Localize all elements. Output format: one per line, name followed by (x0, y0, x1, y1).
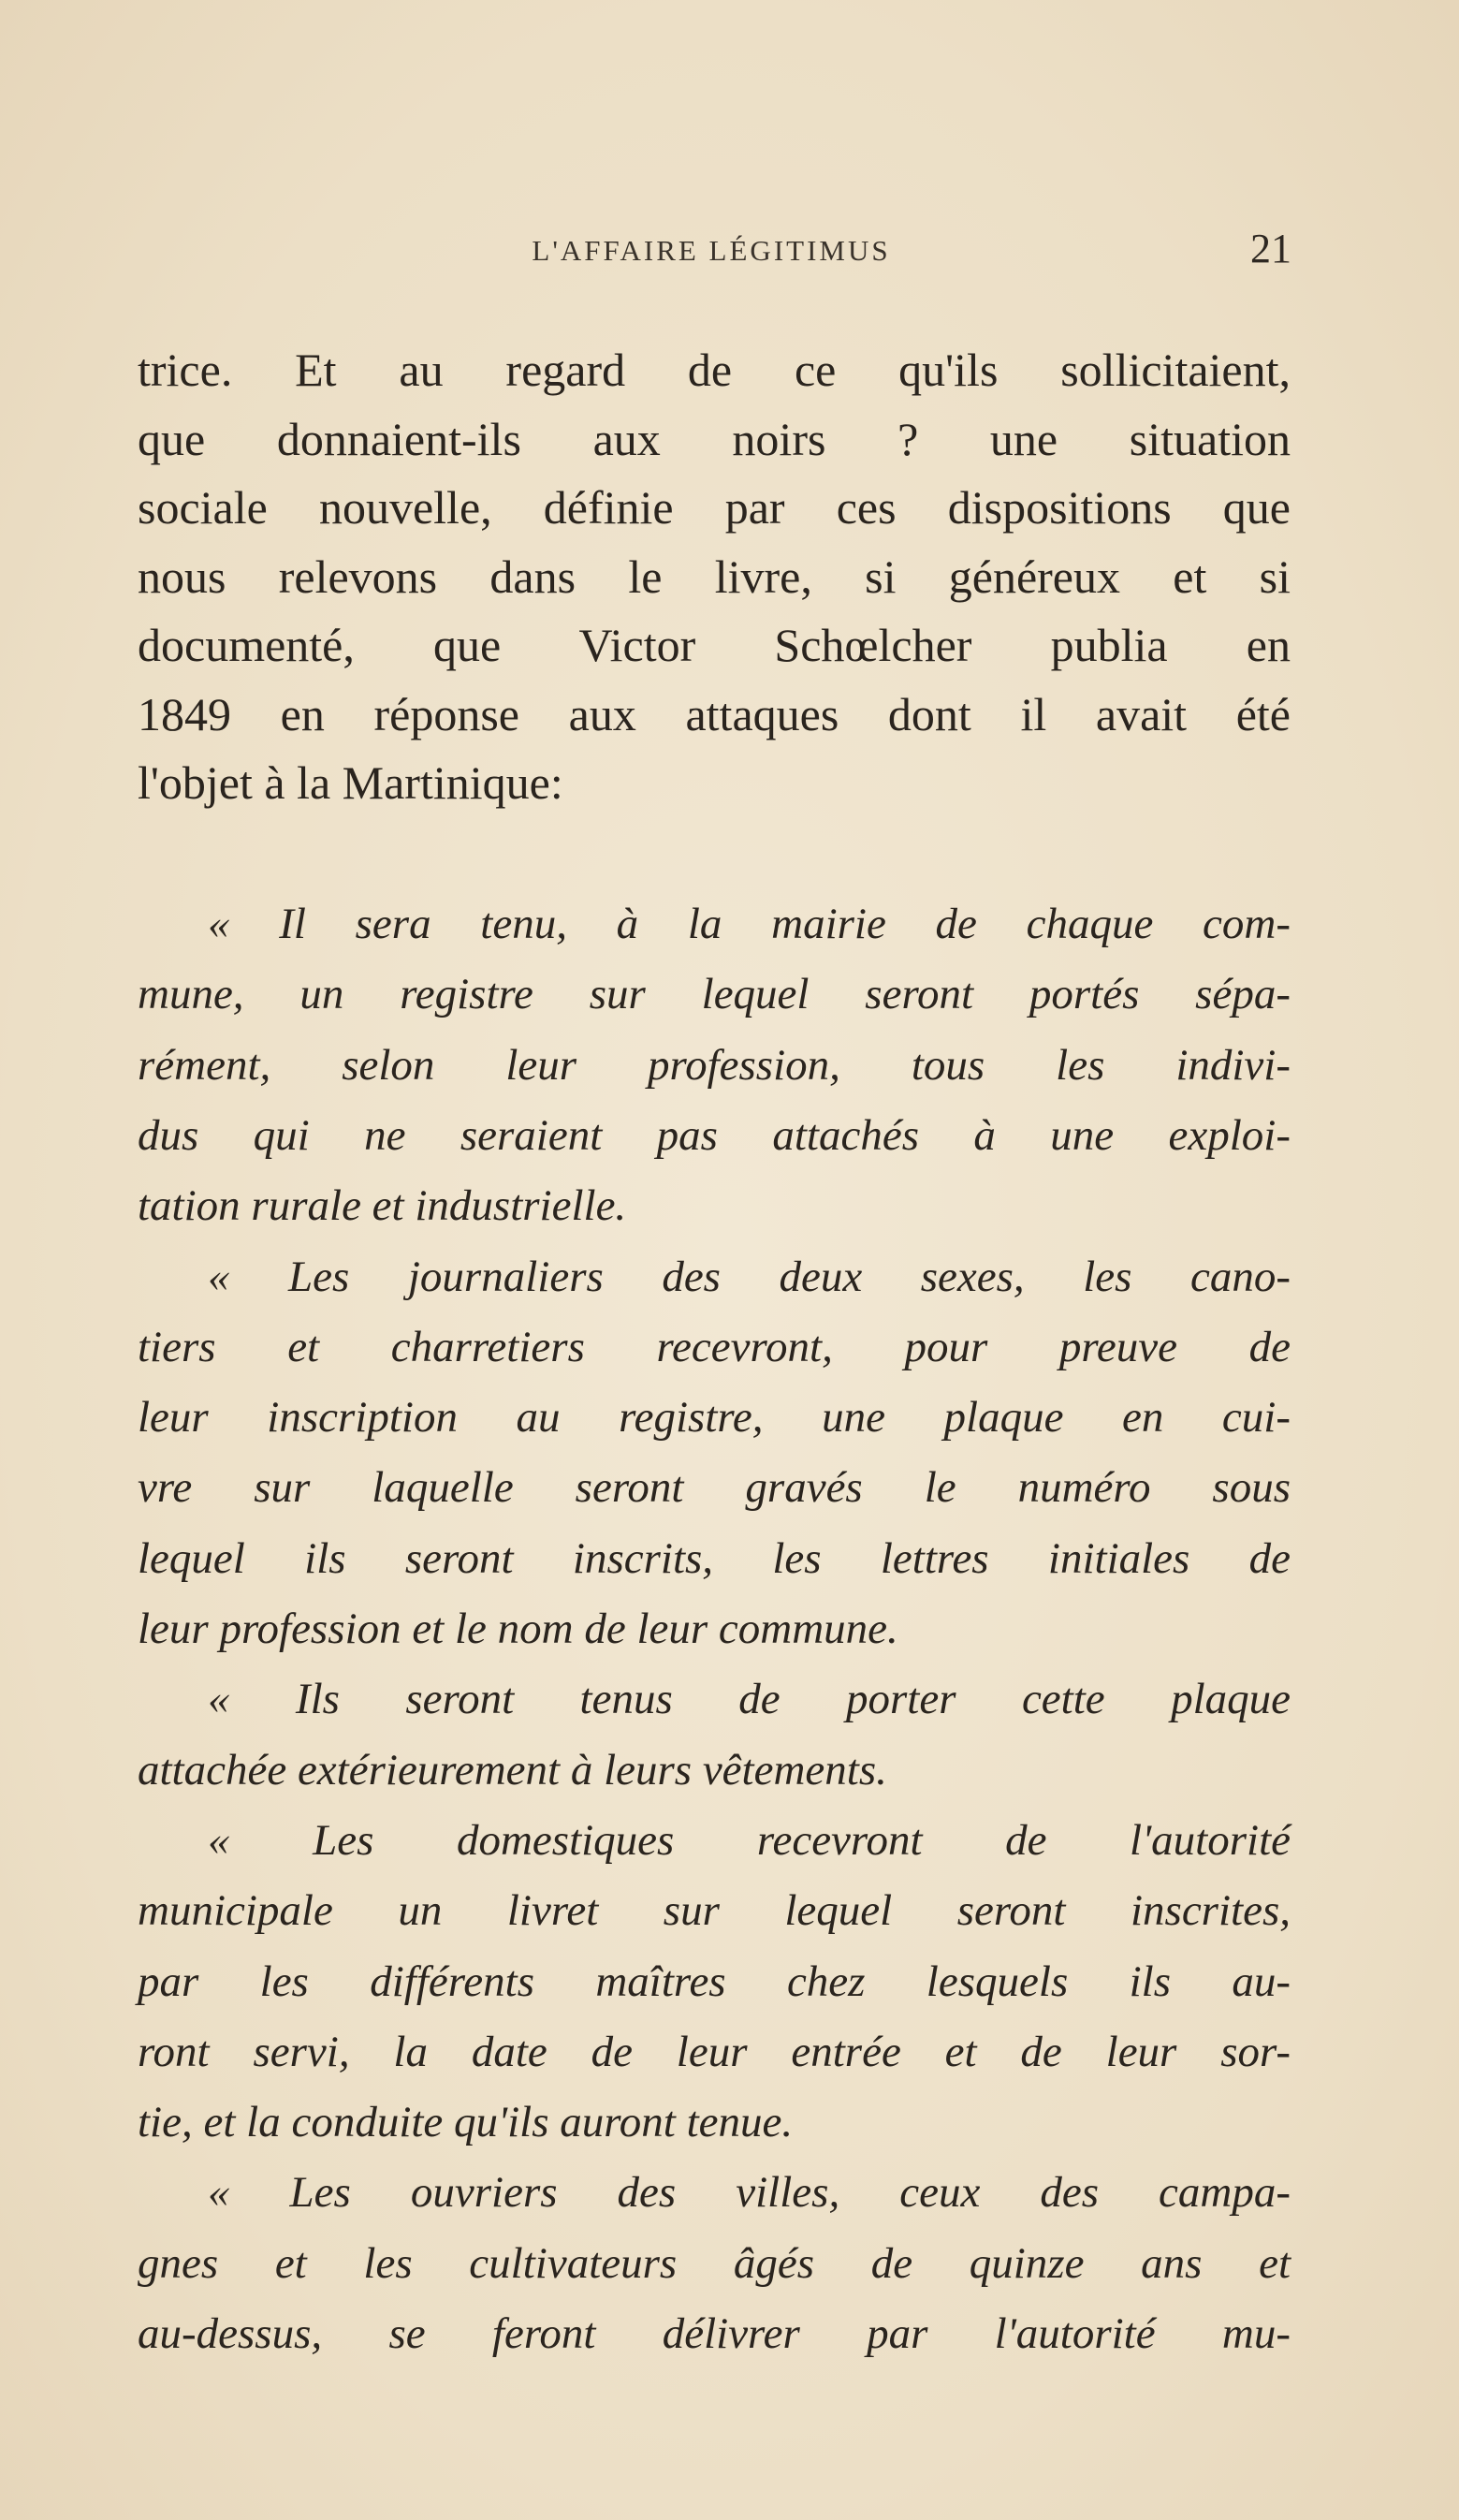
quoted-text-line: attachée extérieurement à leurs vêtements. (138, 1745, 887, 1795)
body-text-line: 1849 en réponse aux attaques dont il avait été (138, 687, 1291, 740)
page-number: 21 (1250, 226, 1291, 271)
body-text-line: nous relevons dans le livre, si généreux et si (138, 549, 1291, 603)
quoted-text-line: tiers et charretiers recevront, pour preuve de (138, 1322, 1291, 1371)
body-text-line: l'objet à la Martinique: (138, 756, 563, 809)
quoted-text-line: municipale un livret sur lequel seront inscrites, (138, 1886, 1291, 1936)
quoted-text-line: tation rurale et industrielle. (138, 1181, 627, 1231)
quoted-text-line: « Ils seront tenus de porter cette plaque (208, 1675, 1291, 1724)
quoted-text-line: par les différents maîtres chez lesquels ils au- (138, 1956, 1291, 2006)
running-title: L'AFFAIRE LÉGITIMUS (532, 234, 891, 267)
quoted-text-line: dus qui ne seraient pas attachés à une exploi- (138, 1110, 1291, 1160)
body-text-line: sociale nouvelle, définie par ces dispositions que (138, 481, 1291, 534)
quoted-text-line: leur inscription au registre, une plaque en cui- (138, 1393, 1291, 1443)
quoted-text-line: mune, un registre sur lequel seront portés sépa- (138, 970, 1291, 1019)
quoted-text-line: vre sur laquelle seront gravés le numéro sous (138, 1463, 1291, 1513)
quoted-text-line: « Les domestiques recevront de l'autorité (208, 1815, 1291, 1865)
body-text-line: trice. Et au regard de ce qu'ils sollicitaient, (138, 344, 1291, 396)
body-text-line: que donnaient-ils aux noirs ? une situation (138, 412, 1291, 465)
quoted-text-line: « Il sera tenu, à la mairie de chaque com- (208, 900, 1291, 948)
quoted-text-line: tie, et la conduite qu'ils auront tenue. (138, 2098, 794, 2147)
body-text-line: documenté, que Victor Schœlcher publia en (138, 619, 1291, 671)
quoted-text-line: leur profession et le nom de leur commune. (138, 1604, 898, 1653)
quoted-text-line: gnes et les cultivateurs âgés de quinze ans et (138, 2238, 1291, 2288)
quoted-text-line: lequel ils seront inscrits, les lettres initiales de (138, 1533, 1291, 1583)
quoted-text-line: rément, selon leur profession, tous les indivi- (138, 1040, 1291, 1090)
quoted-text-line: « Les ouvriers des villes, ceux des campa- (208, 2168, 1291, 2218)
quoted-text-line: « Les journaliers des deux sexes, les cano- (208, 1252, 1291, 1301)
quoted-text-line: au-dessus, se feront délivrer par l'autorité mu- (138, 2309, 1291, 2358)
quoted-text-line: ront servi, la date de leur entrée et de leur sor- (138, 2027, 1291, 2076)
